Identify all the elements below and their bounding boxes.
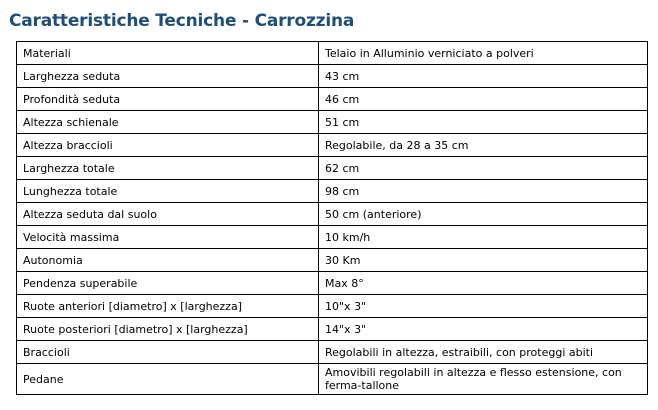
spec-value: 98 cm	[319, 180, 648, 203]
spec-label: Larghezza seduta	[17, 65, 319, 88]
spec-label: Materiali	[17, 42, 319, 65]
spec-label: Braccioli	[17, 341, 319, 364]
spec-value: 51 cm	[319, 111, 648, 134]
spec-label: Altezza schienale	[17, 111, 319, 134]
table-row	[17, 272, 648, 295]
spec-label: Lunghezza totale	[17, 180, 319, 203]
table-row	[17, 203, 648, 226]
spec-value: Max 8°	[319, 272, 648, 295]
spec-value: Regolabile, da 28 a 35 cm	[319, 134, 648, 157]
table-row	[17, 364, 648, 395]
specifications-table	[16, 41, 648, 395]
table-row	[17, 249, 648, 272]
spec-value: Amovibili regolabili in altezza e flesso estensione, con ferma-tallone	[319, 364, 648, 395]
spec-value: 62 cm	[319, 157, 648, 180]
spec-value: 14"x 3"	[319, 318, 648, 341]
table-row	[17, 88, 648, 111]
table-row	[17, 318, 648, 341]
spec-value: 43 cm	[319, 65, 648, 88]
page-title: Caratteristiche Tecniche - Carrozzina	[9, 11, 355, 31]
table-row	[17, 226, 648, 249]
table-row	[17, 180, 648, 203]
table-row	[17, 295, 648, 318]
spec-value: 30 Km	[319, 249, 648, 272]
spec-label: Altezza braccioli	[17, 134, 319, 157]
spec-value: 10 km/h	[319, 226, 648, 249]
spec-value: 10"x 3"	[319, 295, 648, 318]
table-row	[17, 111, 648, 134]
spec-label: Pendenza superabile	[17, 272, 319, 295]
table-row	[17, 65, 648, 88]
spec-value: 46 cm	[319, 88, 648, 111]
spec-label: Profondità seduta	[17, 88, 319, 111]
spec-value: 50 cm (anteriore)	[319, 203, 648, 226]
spec-label: Autonomia	[17, 249, 319, 272]
table-row	[17, 341, 648, 364]
spec-value: Telaio in Alluminio verniciato a polveri	[319, 42, 648, 65]
spec-label: Velocità massima	[17, 226, 319, 249]
spec-label: Ruote posteriori [diametro] x [larghezza]	[17, 318, 319, 341]
table-row	[17, 42, 648, 65]
spec-label: Altezza seduta dal suolo	[17, 203, 319, 226]
table-row	[17, 157, 648, 180]
spec-value: Regolabili in altezza, estraibili, con proteggi abiti	[319, 341, 648, 364]
spec-label: Ruote anteriori [diametro] x [larghezza]	[17, 295, 319, 318]
spec-label: Pedane	[17, 364, 319, 395]
table-row	[17, 134, 648, 157]
spec-label: Larghezza totale	[17, 157, 319, 180]
